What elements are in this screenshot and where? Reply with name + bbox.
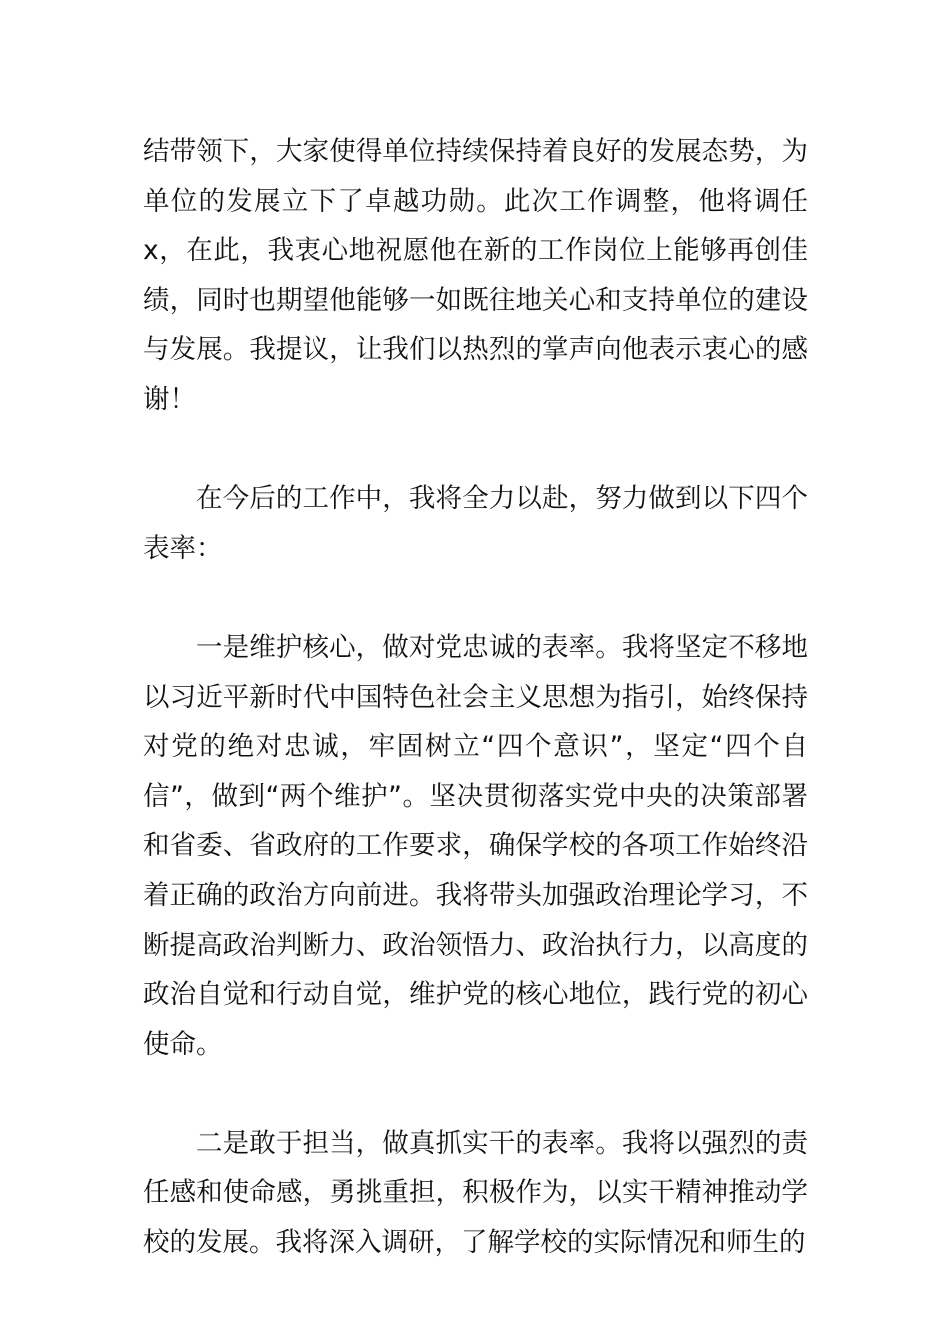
paragraph-exemplar-two: 二是敢于担当，做真抓实干的表率。我将以强烈的责任感和使命感，勇挑重担，积极作为，以实干精神推动学校的发展。我将深入调研，了解学校的实际情况和师生的 — [143, 1127, 808, 1259]
paragraph-four-exemplars-intro: 在今后的工作中，我将全力以赴，努力做到以下四个表率： — [143, 483, 808, 564]
document-body — [143, 127, 808, 1317]
paragraph-continuation: 结带领下，大家使得单位持续保持着良好的发展态势，为单位的发展立下了卓越功勋。此次工作调整，他将调任x，在此，我衷心地祝愿他在新的工作岗位上能够再创佳绩，同时也期望他能够一如既往地关心和支持单位的建设与发展。我提议，让我们以热烈的掌声向他表示衷心的感谢！ — [143, 136, 808, 415]
paragraph-exemplar-one: 一是维护核心，做对党忠诚的表率。我将坚定不移地以习近平新时代中国特色社会主义思想为指引，始终保持对党的绝对忠诚，牢固树立“四个意识”，坚定“四个自信”，做到“两个维护”。坚决贯彻落实党中央的决策部署和省委、省政府的工作要求，确保学校的各项工作始终沿着正确的政治方向前进。我将带头加强政治理论学习，不断提高政治判断力、政治领悟力、政治执行力，以高度的政治自觉和行动自觉，维护党的核心地位，践行党的初心使命。 — [143, 631, 808, 1060]
